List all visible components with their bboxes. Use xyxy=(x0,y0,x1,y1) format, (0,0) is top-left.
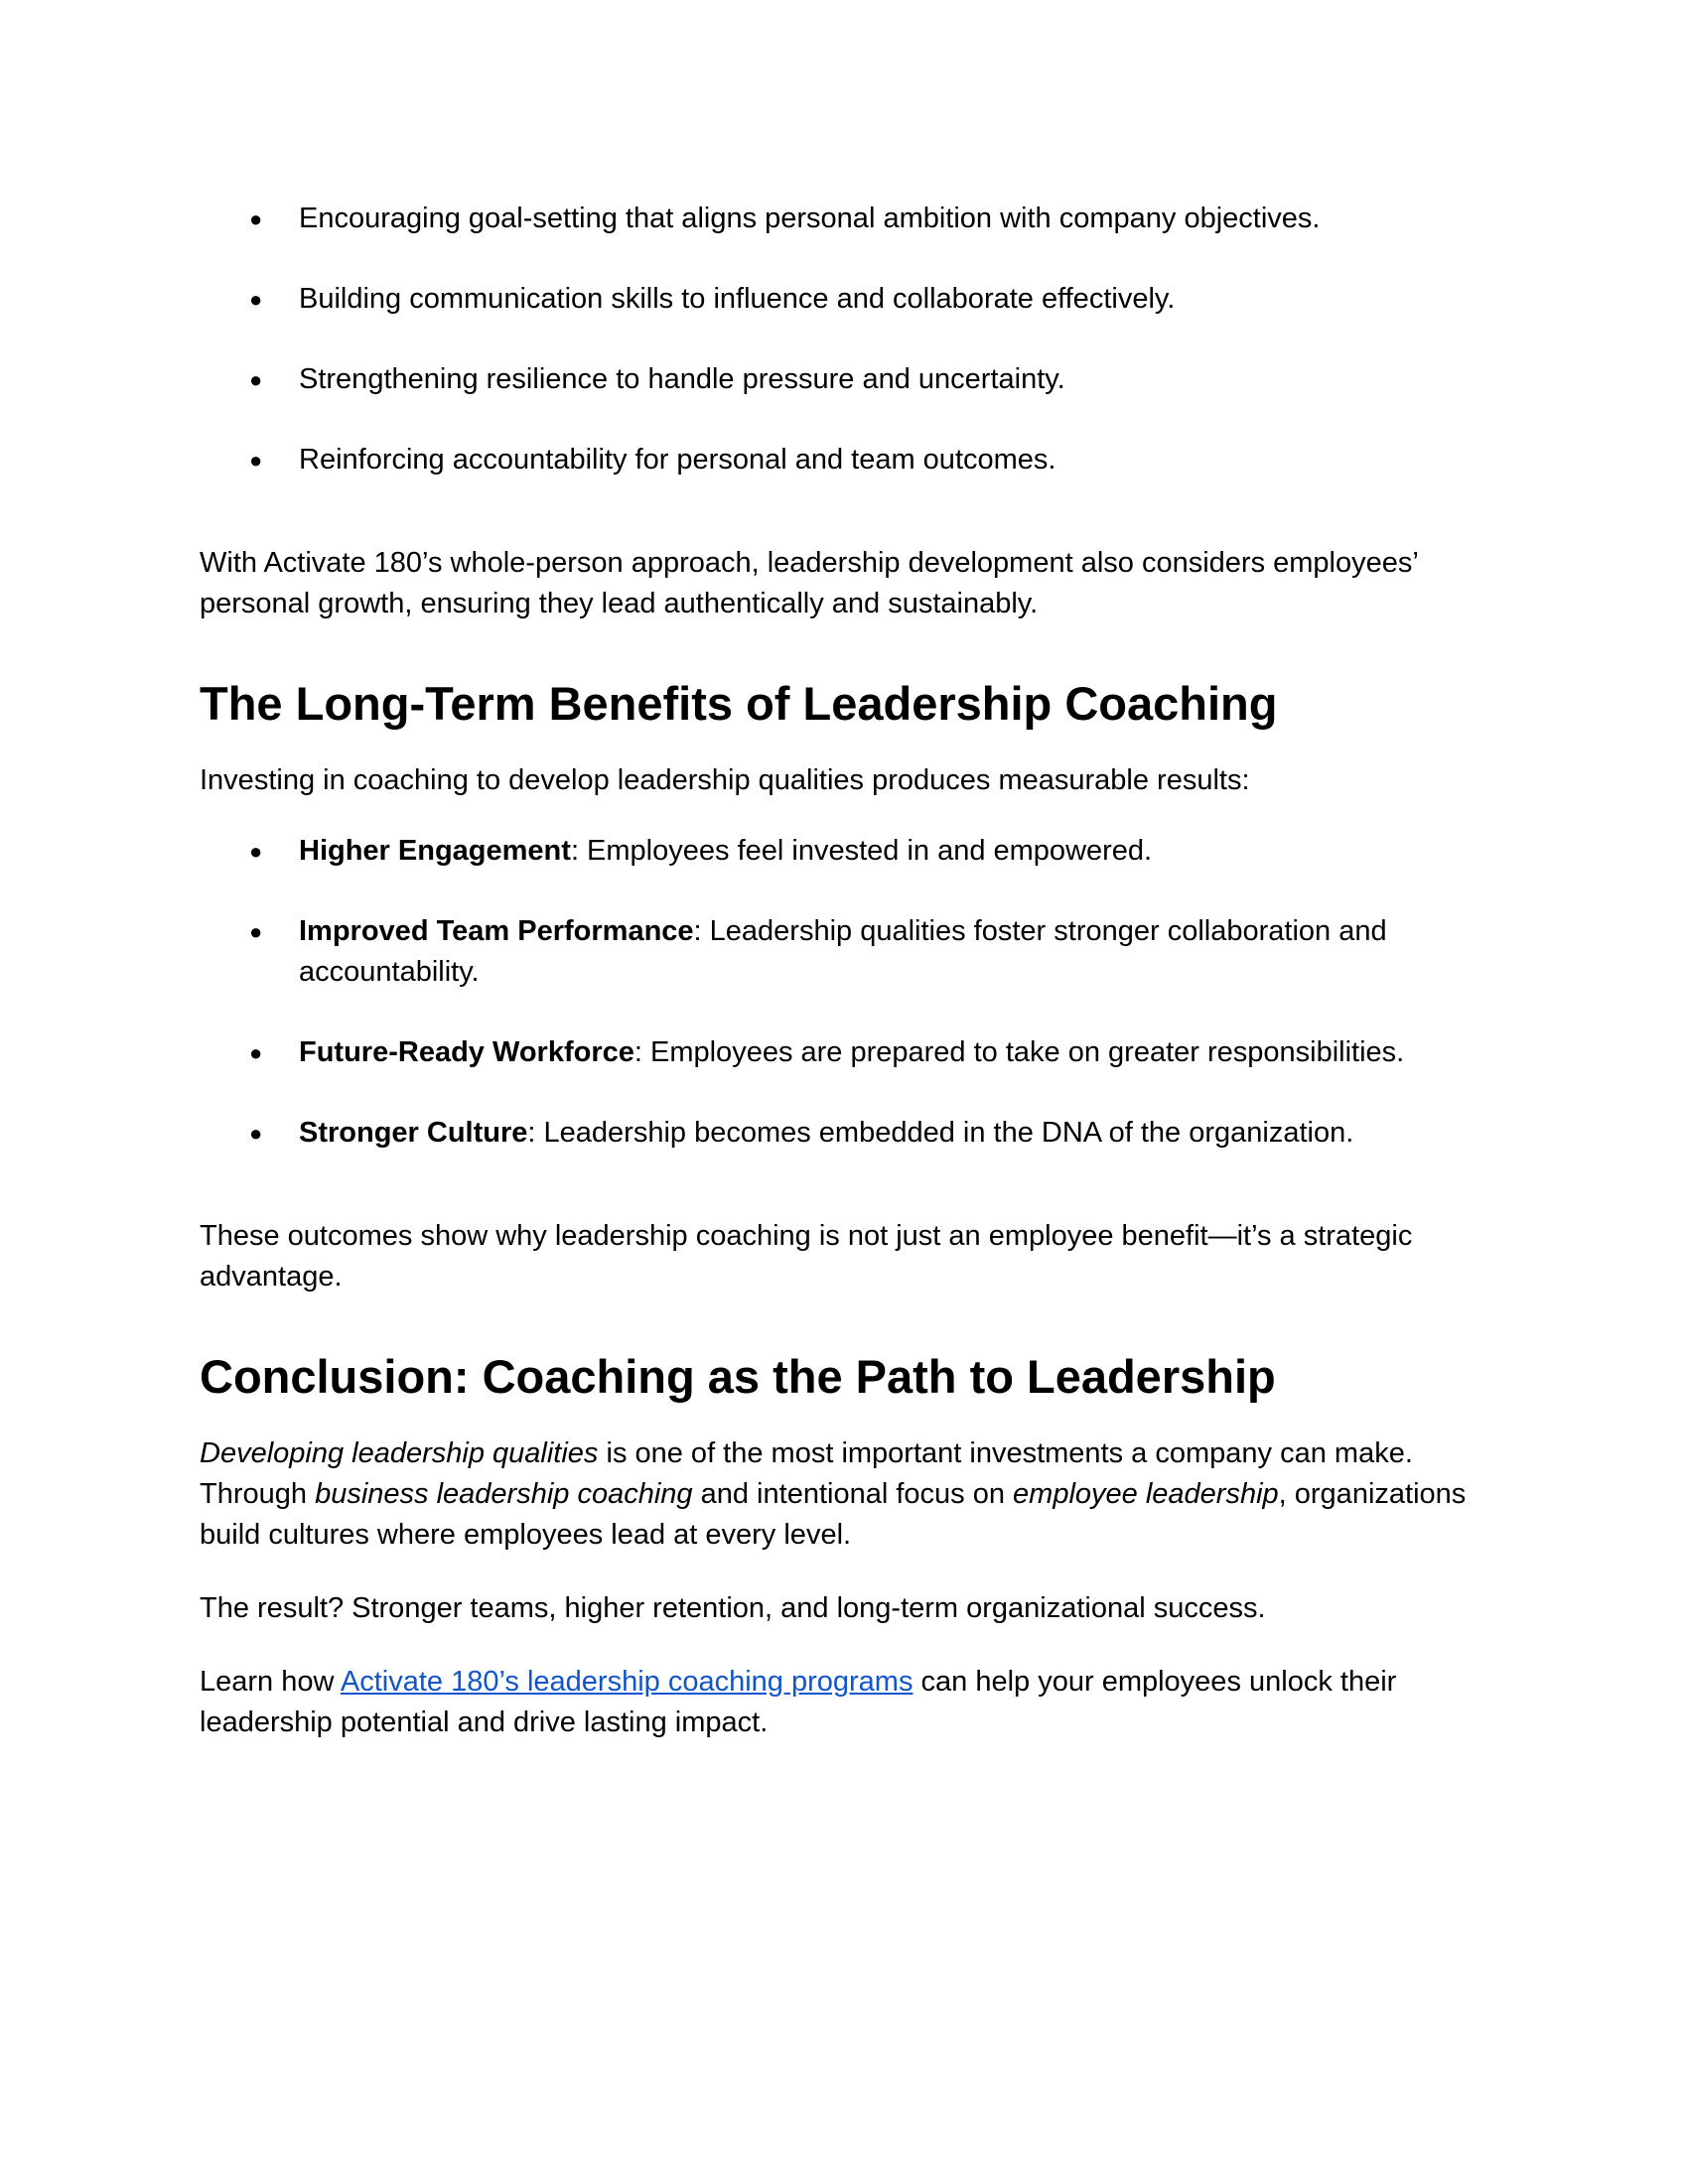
bullet-icon: ● xyxy=(249,1121,263,1146)
list-item xyxy=(200,911,1490,993)
bullet-list-benefits xyxy=(200,831,1490,1154)
result-paragraph: The result? Stronger teams, higher retention, and long-term organizational success. xyxy=(200,1592,1266,1624)
list-item xyxy=(200,359,1490,400)
emphasis-text: business leadership coaching xyxy=(315,1478,693,1510)
paragraph-text: can help your employees unlock their leadership potential and drive lasting impact. xyxy=(200,1666,1397,1738)
bullet-icon: ● xyxy=(249,367,263,392)
list-item-term: Higher Engagement xyxy=(299,835,571,867)
list-item-term: Improved Team Performance xyxy=(299,915,694,947)
list-item xyxy=(200,440,1490,480)
bullet-icon: ● xyxy=(249,448,263,473)
emphasis-text: Developing leadership qualities xyxy=(200,1437,599,1469)
list-item-term: Future-Ready Workforce xyxy=(299,1036,634,1068)
list-item-text: : Employees feel invested in and empowered. xyxy=(570,835,1153,867)
benefits-intro-paragraph: Investing in coaching to develop leadership qualities produces measurable results: xyxy=(200,764,1250,796)
paragraph-text: is one of the most important investments a company can make. Through xyxy=(200,1437,1413,1510)
whole-person-paragraph: With Activate 180’s whole-person approach, leadership development also considers employees’ personal growth, ensuring they lead authentically and sustainably. xyxy=(200,547,1418,619)
bullet-icon: ● xyxy=(249,919,263,944)
list-item-text: : Employees are prepared to take on greater responsibilities. xyxy=(633,1036,1405,1068)
paragraph-text: and intentional focus on xyxy=(692,1478,1014,1510)
list-item-text: Encouraging goal-setting that aligns personal ambition with company objectives. xyxy=(299,203,1321,234)
list-item-term: Stronger Culture xyxy=(299,1117,528,1149)
list-item-text: Building communication skills to influence and collaborate effectively. xyxy=(299,283,1176,315)
list-item xyxy=(200,1113,1490,1154)
list-item-text: : Leadership becomes embedded in the DNA of the organization. xyxy=(527,1117,1354,1149)
bullet-icon: ● xyxy=(249,287,263,312)
bullet-icon: ● xyxy=(249,1040,263,1065)
document-page xyxy=(200,199,1490,1743)
paragraph-text: Learn how xyxy=(200,1666,341,1698)
list-item xyxy=(200,199,1490,239)
list-item-text: : Leadership qualities foster stronger collaboration and accountability. xyxy=(299,915,1387,988)
paragraph-text: , organizations build cultures where employees lead at every level. xyxy=(200,1478,1467,1551)
bullet-icon: ● xyxy=(249,206,263,231)
conclusion-paragraph xyxy=(200,1433,1490,1556)
bullet-list-leadership-skills xyxy=(200,199,1490,480)
list-item xyxy=(200,279,1490,320)
section-heading-benefits: The Long-Term Benefits of Leadership Coaching xyxy=(200,677,1278,730)
call-to-action-paragraph xyxy=(200,1662,1490,1743)
list-item-text: Strengthening resilience to handle pressure and uncertainty. xyxy=(299,363,1065,395)
coaching-programs-link[interactable]: Activate 180’s leadership coaching programs xyxy=(340,1666,914,1698)
list-item xyxy=(200,1032,1490,1073)
list-item-text: Reinforcing accountability for personal and team outcomes. xyxy=(299,444,1056,476)
outcomes-paragraph: These outcomes show why leadership coaching is not just an employee benefit—it’s a strategic advantage. xyxy=(200,1220,1413,1293)
bullet-icon: ● xyxy=(249,839,263,864)
emphasis-text: employee leadership xyxy=(1013,1478,1279,1510)
list-item xyxy=(200,831,1490,872)
section-heading-conclusion: Conclusion: Coaching as the Path to Leadership xyxy=(200,1350,1276,1403)
